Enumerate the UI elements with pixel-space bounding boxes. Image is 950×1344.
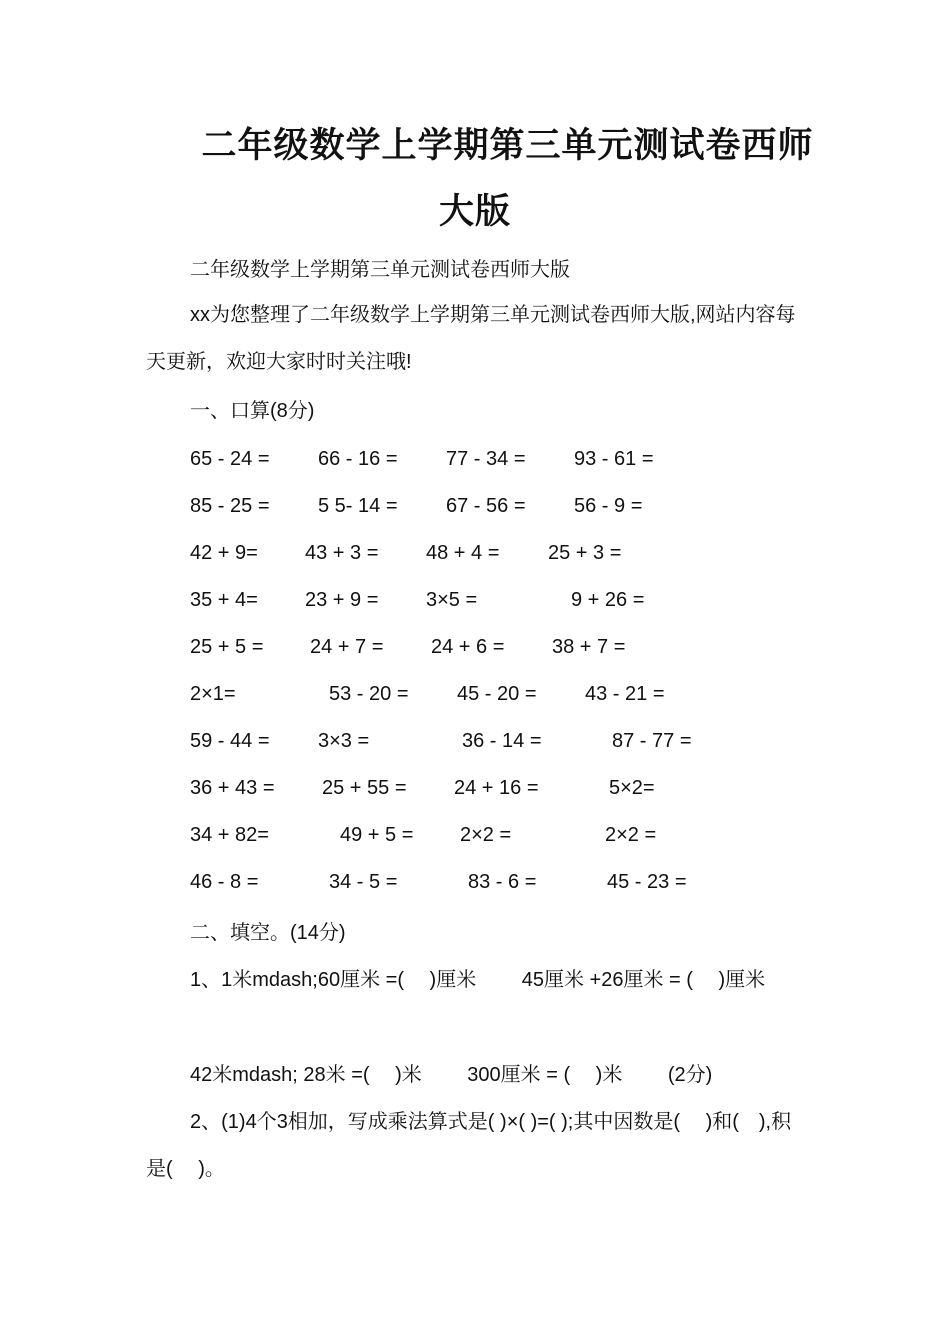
- math-problem: 93 - 61 =: [574, 448, 654, 470]
- math-problem: 34 - 5 =: [329, 871, 398, 893]
- math-problem: 67 - 56 =: [446, 495, 526, 517]
- intro-paragraph: xx为您整理了二年级数学上学期第三单元测试卷西师大版,网站内容每天更新，欢迎大家时时关注哦!: [146, 304, 796, 373]
- math-problem: 25 + 5 =: [190, 636, 264, 658]
- math-problem: 42 + 9=: [190, 542, 258, 564]
- math-problem: 49 + 5 =: [340, 824, 414, 846]
- document-title-line-2: 大版: [438, 192, 511, 231]
- math-problem: 38 + 7 =: [552, 636, 626, 658]
- math-problem: 23 + 9 =: [305, 589, 379, 611]
- math-problem: 25 + 55 =: [322, 777, 407, 799]
- question-1-line-1: 1、1米mdash;60厘米 =( )厘米 45厘米 +26厘米 = ( )厘米: [190, 969, 766, 991]
- section2-heading: 二、填空。(14分): [190, 922, 346, 944]
- section1-heading: 一、口算(8分): [190, 400, 315, 422]
- document-title-line-1: 二年级数学上学期第三单元测试卷西师: [201, 126, 814, 165]
- math-problem: 85 - 25 =: [190, 495, 270, 517]
- math-problem: 24 + 16 =: [454, 777, 539, 799]
- math-problem: 66 - 16 =: [318, 448, 398, 470]
- math-problem: 65 - 24 =: [190, 448, 270, 470]
- math-problem: 45 - 20 =: [457, 683, 537, 705]
- math-problem: 2×1=: [190, 683, 236, 705]
- math-problem: 5×2=: [609, 777, 655, 799]
- question-1-line-2: 42米mdash; 28米 =( )米 300厘米 = ( )米 (2分): [190, 1064, 713, 1086]
- math-problem: 87 - 77 =: [612, 730, 692, 752]
- math-problem: 48 + 4 =: [426, 542, 500, 564]
- math-problem: 3×5 =: [426, 589, 478, 611]
- math-problem: 2×2 =: [605, 824, 657, 846]
- math-problem: 24 + 6 =: [431, 636, 505, 658]
- question-2: 2、(1)4个3相加，写成乘法算式是( )×( )=( );其中因数是( )和( ),积是( )。: [146, 1111, 792, 1180]
- math-problem: 43 + 3 =: [305, 542, 379, 564]
- math-problem: 2×2 =: [460, 824, 512, 846]
- math-problem: 9 + 26 =: [571, 589, 645, 611]
- math-problem: 36 - 14 =: [462, 730, 542, 752]
- math-problem: 35 + 4=: [190, 589, 258, 611]
- math-problem: 59 - 44 =: [190, 730, 270, 752]
- math-problem: 24 + 7 =: [310, 636, 384, 658]
- subtitle: 二年级数学上学期第三单元测试卷西师大版: [190, 259, 570, 281]
- math-problem: 3×3 =: [318, 730, 370, 752]
- math-problem: 46 - 8 =: [190, 871, 259, 893]
- math-problem: 83 - 6 =: [468, 871, 537, 893]
- math-problem: 77 - 34 =: [446, 448, 526, 470]
- math-problem: 5 5- 14 =: [318, 495, 398, 517]
- math-problem: 34 + 82=: [190, 824, 269, 846]
- math-problem: 36 + 43 =: [190, 777, 275, 799]
- math-problem: 43 - 21 =: [585, 683, 665, 705]
- math-problem: 56 - 9 =: [574, 495, 643, 517]
- math-problem: 45 - 23 =: [607, 871, 687, 893]
- math-problem: 25 + 3 =: [548, 542, 622, 564]
- math-problem: 53 - 20 =: [329, 683, 409, 705]
